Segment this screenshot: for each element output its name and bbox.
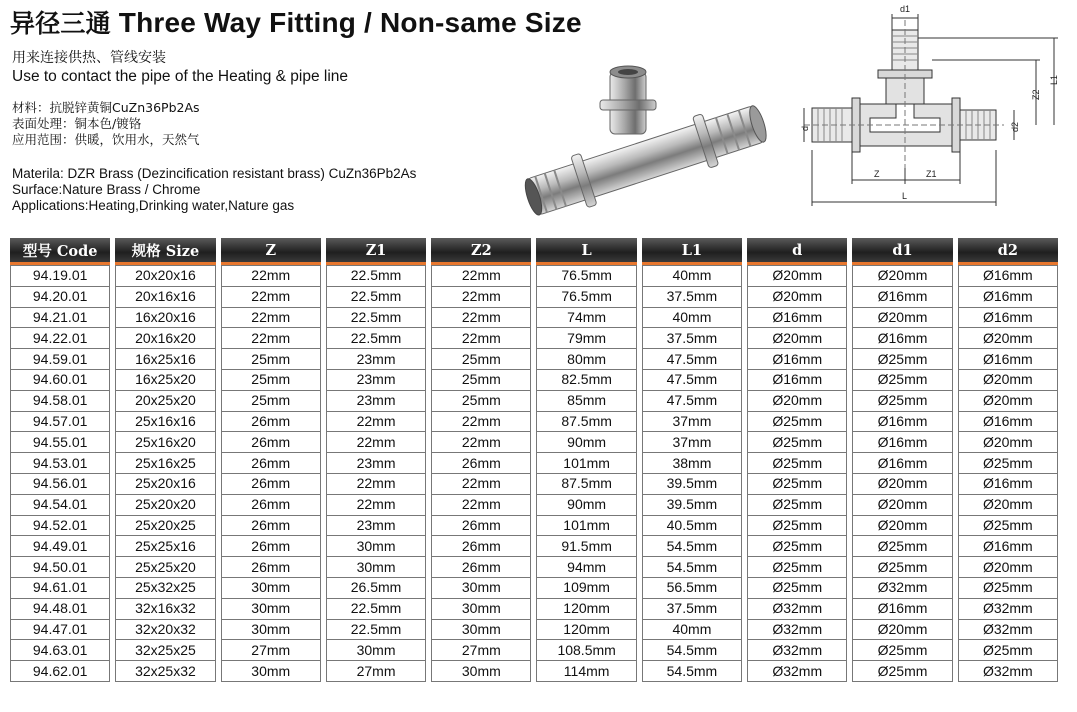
cell-size: 25x20x25	[115, 516, 215, 537]
cell-d2: Ø16mm	[958, 308, 1058, 329]
cell-z2: 22mm	[431, 308, 531, 329]
cell-z2: 30mm	[431, 599, 531, 620]
cell-d2: Ø32mm	[958, 599, 1058, 620]
cell-z2: 22mm	[431, 328, 531, 349]
cell-z1: 23mm	[326, 349, 426, 370]
cell-size: 25x20x20	[115, 495, 215, 516]
cell-d: Ø20mm	[747, 265, 847, 287]
cell-l: 114mm	[536, 661, 636, 682]
cell-z2: 22mm	[431, 287, 531, 308]
cell-d1: Ø16mm	[852, 287, 952, 308]
cell-z1: 22.5mm	[326, 328, 426, 349]
specification-table	[5, 238, 1063, 682]
cell-code: 94.54.01	[10, 495, 110, 516]
cell-l: 120mm	[536, 599, 636, 620]
cell-d2: Ø32mm	[958, 661, 1058, 682]
cell-d: Ø25mm	[747, 474, 847, 495]
cell-z1: 22.5mm	[326, 599, 426, 620]
cell-l: 85mm	[536, 391, 636, 412]
cell-z2: 26mm	[431, 516, 531, 537]
cell-l: 90mm	[536, 432, 636, 453]
table-row	[10, 412, 1058, 433]
cell-z: 25mm	[221, 391, 321, 412]
cell-code: 94.56.01	[10, 474, 110, 495]
table-row	[10, 391, 1058, 412]
cell-code: 94.47.01	[10, 620, 110, 641]
cell-z1: 22.5mm	[326, 287, 426, 308]
cell-d1: Ø20mm	[852, 265, 952, 287]
cell-d1: Ø25mm	[852, 391, 952, 412]
cell-z: 26mm	[221, 412, 321, 433]
cell-l: 101mm	[536, 453, 636, 474]
cell-code: 94.59.01	[10, 349, 110, 370]
cell-size: 20x16x20	[115, 328, 215, 349]
cell-z: 26mm	[221, 516, 321, 537]
cell-code: 94.20.01	[10, 287, 110, 308]
cell-size: 25x25x16	[115, 536, 215, 557]
table-row	[10, 557, 1058, 578]
cell-d: Ø16mm	[747, 349, 847, 370]
cell-z: 22mm	[221, 287, 321, 308]
cell-code: 94.22.01	[10, 328, 110, 349]
cell-z: 30mm	[221, 620, 321, 641]
cell-z1: 30mm	[326, 536, 426, 557]
cell-z: 30mm	[221, 578, 321, 599]
cell-d1: Ø16mm	[852, 432, 952, 453]
table-row	[10, 432, 1058, 453]
label-z2: Z2	[1031, 89, 1041, 100]
table-header-row	[10, 238, 1058, 265]
label-d2: d2	[1010, 121, 1020, 132]
cell-d2: Ø20mm	[958, 432, 1058, 453]
cell-z: 26mm	[221, 536, 321, 557]
cell-d1: Ø16mm	[852, 328, 952, 349]
cell-z: 30mm	[221, 661, 321, 682]
cell-d: Ø25mm	[747, 453, 847, 474]
cell-z2: 22mm	[431, 474, 531, 495]
cell-l: 90mm	[536, 495, 636, 516]
cell-d: Ø16mm	[747, 370, 847, 391]
cell-l1: 38mm	[642, 453, 742, 474]
label-z: Z	[874, 169, 880, 179]
cell-d: Ø25mm	[747, 536, 847, 557]
cell-d2: Ø20mm	[958, 557, 1058, 578]
cell-d: Ø20mm	[747, 287, 847, 308]
column-header-l: L	[536, 238, 636, 265]
cell-l1: 40.5mm	[642, 516, 742, 537]
cell-size: 20x16x16	[115, 287, 215, 308]
cell-z1: 22mm	[326, 412, 426, 433]
cell-l: 91.5mm	[536, 536, 636, 557]
cell-l1: 37.5mm	[642, 599, 742, 620]
cell-size: 25x16x16	[115, 412, 215, 433]
cell-z: 26mm	[221, 432, 321, 453]
cell-l1: 40mm	[642, 620, 742, 641]
surface-chinese: 表面处理：铜本色/镀铬	[12, 116, 142, 131]
cell-z1: 27mm	[326, 661, 426, 682]
cell-d2: Ø16mm	[958, 265, 1058, 287]
fitting-photo	[512, 54, 772, 224]
cell-z1: 23mm	[326, 370, 426, 391]
table-row	[10, 578, 1058, 599]
cell-size: 25x25x20	[115, 557, 215, 578]
cell-z: 22mm	[221, 308, 321, 329]
cell-code: 94.57.01	[10, 412, 110, 433]
cell-d: Ø32mm	[747, 620, 847, 641]
cell-d2: Ø25mm	[958, 578, 1058, 599]
cell-d1: Ø25mm	[852, 349, 952, 370]
cell-d2: Ø20mm	[958, 328, 1058, 349]
cell-z2: 25mm	[431, 391, 531, 412]
cell-z1: 23mm	[326, 391, 426, 412]
cell-size: 25x16x20	[115, 432, 215, 453]
cell-l1: 54.5mm	[642, 536, 742, 557]
cell-l: 80mm	[536, 349, 636, 370]
cell-d1: Ø16mm	[852, 412, 952, 433]
cell-size: 16x20x16	[115, 308, 215, 329]
cell-d2: Ø20mm	[958, 495, 1058, 516]
usage-english: Use to contact the pipe of the Heating & pipe line	[12, 68, 349, 85]
cell-size: 32x25x32	[115, 661, 215, 682]
cell-l1: 47.5mm	[642, 370, 742, 391]
cell-z1: 22.5mm	[326, 308, 426, 329]
cell-l1: 54.5mm	[642, 661, 742, 682]
cell-code: 94.48.01	[10, 599, 110, 620]
cell-d: Ø20mm	[747, 328, 847, 349]
cell-size: 25x20x16	[115, 474, 215, 495]
cell-l1: 37mm	[642, 432, 742, 453]
cell-d1: Ø25mm	[852, 661, 952, 682]
cell-d1: Ø32mm	[852, 578, 952, 599]
column-header-size: 规格 Size	[115, 238, 215, 265]
column-header-d1: d1	[852, 238, 952, 265]
cell-l: 94mm	[536, 557, 636, 578]
table-row	[10, 516, 1058, 537]
cell-z2: 22mm	[431, 265, 531, 287]
label-z1: Z1	[926, 169, 937, 179]
cell-d1: Ø20mm	[852, 516, 952, 537]
surface-english: Surface:Nature Brass / Chrome	[12, 182, 201, 197]
table-row	[10, 370, 1058, 391]
cell-z1: 30mm	[326, 640, 426, 661]
cell-l: 82.5mm	[536, 370, 636, 391]
cell-l: 87.5mm	[536, 412, 636, 433]
cell-z: 25mm	[221, 349, 321, 370]
cell-code: 94.52.01	[10, 516, 110, 537]
cell-z: 26mm	[221, 495, 321, 516]
table-row	[10, 308, 1058, 329]
cell-size: 20x25x20	[115, 391, 215, 412]
column-header-d2: d2	[958, 238, 1058, 265]
cell-z: 22mm	[221, 328, 321, 349]
cell-z2: 26mm	[431, 557, 531, 578]
cell-d2: Ø25mm	[958, 453, 1058, 474]
cell-z2: 30mm	[431, 578, 531, 599]
cell-code: 94.19.01	[10, 265, 110, 287]
column-header-z: Z	[221, 238, 321, 265]
cell-l: 79mm	[536, 328, 636, 349]
cell-z2: 30mm	[431, 620, 531, 641]
cell-z1: 23mm	[326, 453, 426, 474]
cell-code: 94.21.01	[10, 308, 110, 329]
cell-d: Ø25mm	[747, 412, 847, 433]
cell-z2: 27mm	[431, 640, 531, 661]
cell-size: 32x16x32	[115, 599, 215, 620]
cell-size: 16x25x16	[115, 349, 215, 370]
cell-l1: 37.5mm	[642, 287, 742, 308]
table-row	[10, 661, 1058, 682]
cell-z: 26mm	[221, 557, 321, 578]
column-header-d: d	[747, 238, 847, 265]
material-chinese: 材料：抗脱锌黄铜CuZn36Pb2As	[12, 100, 200, 115]
cell-d: Ø25mm	[747, 516, 847, 537]
title-english: Three Way Fitting / Non-same Size	[118, 7, 582, 38]
cell-z1: 23mm	[326, 516, 426, 537]
cell-size: 16x25x20	[115, 370, 215, 391]
cell-code: 94.62.01	[10, 661, 110, 682]
table-row	[10, 536, 1058, 557]
cell-d1: Ø16mm	[852, 599, 952, 620]
title-chinese: 异径三通	[10, 9, 111, 38]
cell-z2: 22mm	[431, 412, 531, 433]
cell-d: Ø25mm	[747, 432, 847, 453]
cell-code: 94.55.01	[10, 432, 110, 453]
cell-l1: 37.5mm	[642, 328, 742, 349]
cell-d1: Ø20mm	[852, 308, 952, 329]
cell-z: 25mm	[221, 370, 321, 391]
cell-l1: 56.5mm	[642, 578, 742, 599]
cell-d: Ø32mm	[747, 661, 847, 682]
cell-z: 30mm	[221, 599, 321, 620]
cell-l1: 47.5mm	[642, 391, 742, 412]
cell-d1: Ø25mm	[852, 557, 952, 578]
cell-d: Ø32mm	[747, 599, 847, 620]
material-english: Materila: DZR Brass (Dezincification resistant brass) CuZn36Pb2As	[12, 166, 417, 181]
table-row	[10, 328, 1058, 349]
cell-l1: 37mm	[642, 412, 742, 433]
cell-code: 94.53.01	[10, 453, 110, 474]
cell-l: 108.5mm	[536, 640, 636, 661]
table-row	[10, 495, 1058, 516]
cell-d2: Ø32mm	[958, 620, 1058, 641]
table-row	[10, 599, 1058, 620]
cell-d: Ø32mm	[747, 640, 847, 661]
cell-z2: 26mm	[431, 453, 531, 474]
cell-z: 22mm	[221, 265, 321, 287]
label-d1: d1	[900, 4, 911, 14]
label-l1: L1	[1049, 74, 1059, 85]
cell-d1: Ø25mm	[852, 640, 952, 661]
cell-d2: Ø25mm	[958, 640, 1058, 661]
usage-chinese: 用来连接供热、管线安装	[12, 50, 166, 66]
cell-z1: 22.5mm	[326, 265, 426, 287]
cell-l1: 39.5mm	[642, 474, 742, 495]
cell-z: 27mm	[221, 640, 321, 661]
cell-l1: 39.5mm	[642, 495, 742, 516]
cell-l1: 40mm	[642, 265, 742, 287]
cell-z2: 25mm	[431, 349, 531, 370]
cell-d: Ø20mm	[747, 391, 847, 412]
table-row	[10, 287, 1058, 308]
cell-l1: 47.5mm	[642, 349, 742, 370]
cell-size: 32x25x25	[115, 640, 215, 661]
cell-l: 101mm	[536, 516, 636, 537]
cell-code: 94.58.01	[10, 391, 110, 412]
cell-d2: Ø16mm	[958, 287, 1058, 308]
cell-z1: 22mm	[326, 432, 426, 453]
cell-d2: Ø16mm	[958, 474, 1058, 495]
cell-z2: 30mm	[431, 661, 531, 682]
cell-d: Ø25mm	[747, 557, 847, 578]
column-header-l1: L1	[642, 238, 742, 265]
cell-d2: Ø16mm	[958, 412, 1058, 433]
cell-d2: Ø16mm	[958, 536, 1058, 557]
cell-d2: Ø25mm	[958, 516, 1058, 537]
cell-z1: 22mm	[326, 474, 426, 495]
table-row	[10, 453, 1058, 474]
cell-d2: Ø20mm	[958, 370, 1058, 391]
cell-z1: 26.5mm	[326, 578, 426, 599]
cell-code: 94.49.01	[10, 536, 110, 557]
cell-z: 26mm	[221, 453, 321, 474]
cell-size: 25x16x25	[115, 453, 215, 474]
cell-code: 94.61.01	[10, 578, 110, 599]
cell-l: 87.5mm	[536, 474, 636, 495]
cell-l1: 54.5mm	[642, 557, 742, 578]
cell-code: 94.60.01	[10, 370, 110, 391]
label-l: L	[902, 191, 908, 201]
cell-z1: 22mm	[326, 495, 426, 516]
cell-z1: 30mm	[326, 557, 426, 578]
column-header-code: 型号 Code	[10, 238, 110, 265]
cell-z2: 22mm	[431, 432, 531, 453]
label-d: d	[800, 125, 810, 131]
page-title	[10, 4, 582, 40]
cell-d2: Ø20mm	[958, 391, 1058, 412]
technical-drawing	[800, 0, 1070, 215]
cell-d: Ø16mm	[747, 308, 847, 329]
cell-size: 32x20x32	[115, 620, 215, 641]
cell-z2: 22mm	[431, 495, 531, 516]
cell-code: 94.50.01	[10, 557, 110, 578]
table-row	[10, 620, 1058, 641]
cell-l: 76.5mm	[536, 287, 636, 308]
cell-z1: 22.5mm	[326, 620, 426, 641]
cell-l: 74mm	[536, 308, 636, 329]
cell-d1: Ø16mm	[852, 453, 952, 474]
cell-d: Ø25mm	[747, 495, 847, 516]
cell-d1: Ø20mm	[852, 620, 952, 641]
cell-l: 109mm	[536, 578, 636, 599]
cell-l1: 54.5mm	[642, 640, 742, 661]
cell-d1: Ø25mm	[852, 370, 952, 391]
column-header-z1: Z1	[326, 238, 426, 265]
cell-code: 94.63.01	[10, 640, 110, 661]
cell-z: 26mm	[221, 474, 321, 495]
table-row	[10, 640, 1058, 661]
cell-d: Ø25mm	[747, 578, 847, 599]
table-row	[10, 474, 1058, 495]
table-row	[10, 349, 1058, 370]
cell-size: 25x32x25	[115, 578, 215, 599]
cell-l: 120mm	[536, 620, 636, 641]
cell-d1: Ø25mm	[852, 536, 952, 557]
cell-d1: Ø20mm	[852, 474, 952, 495]
cell-d2: Ø16mm	[958, 349, 1058, 370]
application-chinese: 应用范围：供暖，饮用水，天然气	[12, 132, 200, 147]
cell-l: 76.5mm	[536, 265, 636, 287]
table-row	[10, 265, 1058, 287]
column-header-z2: Z2	[431, 238, 531, 265]
application-english: Applications:Heating,Drinking water,Nature gas	[12, 198, 295, 213]
cell-size: 20x20x16	[115, 265, 215, 287]
cell-l1: 40mm	[642, 308, 742, 329]
cell-z2: 26mm	[431, 536, 531, 557]
cell-d1: Ø20mm	[852, 495, 952, 516]
cell-z2: 25mm	[431, 370, 531, 391]
